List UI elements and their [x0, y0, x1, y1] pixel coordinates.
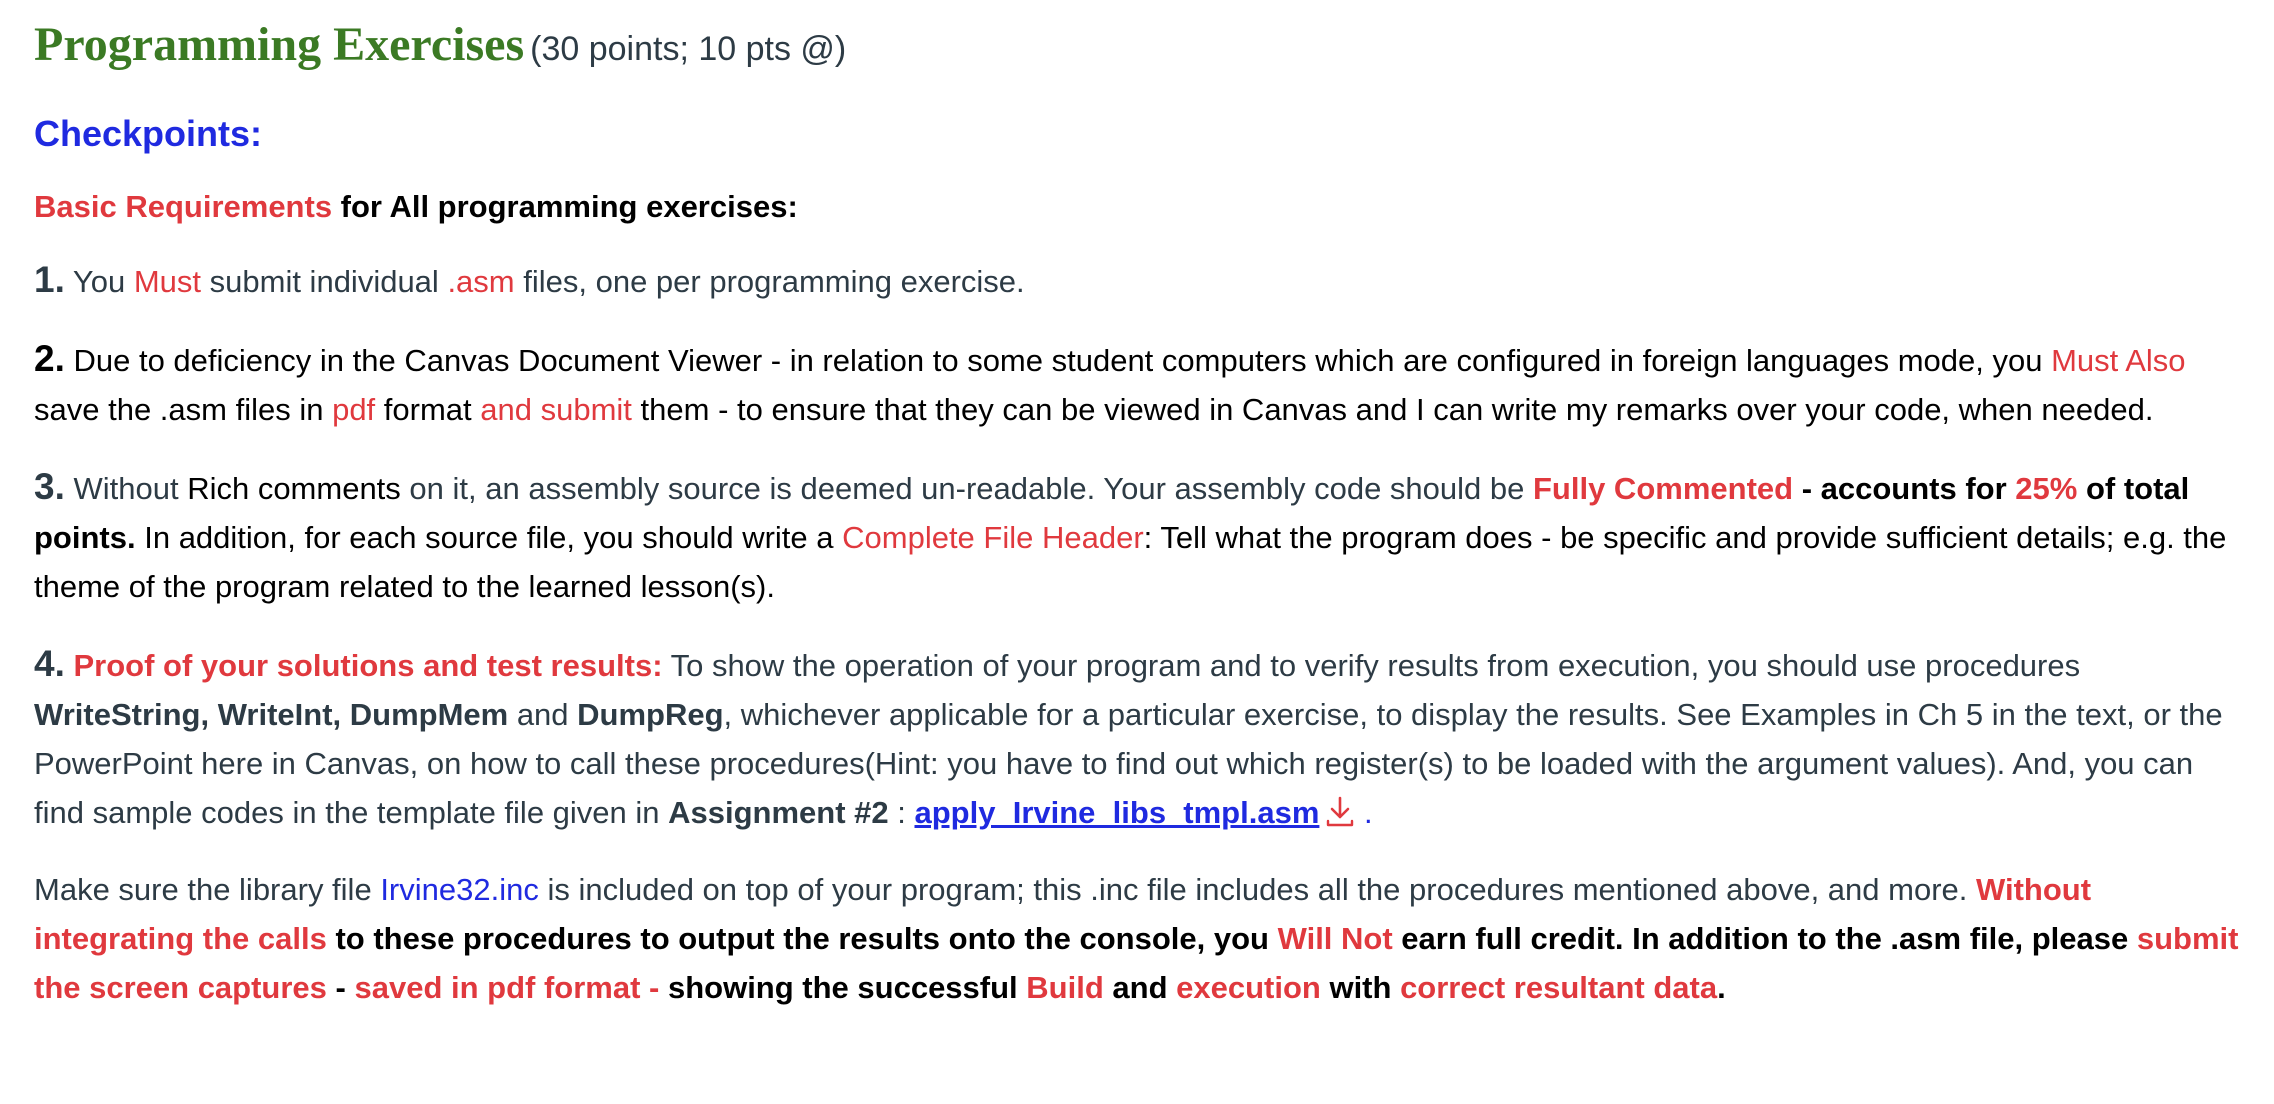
item-text: files, one per programming exercise. [514, 264, 1025, 299]
item-text-accent: pdf [332, 392, 376, 427]
paragraph-text-bold: - [326, 970, 355, 1005]
requirements-heading-accent: Basic Requirements [34, 189, 333, 224]
item-number: 4. [34, 643, 65, 684]
item-text: and [508, 697, 578, 732]
requirements-heading-rest: for All programming exercises: [332, 189, 798, 224]
item-text: , whichever applicable for a particular exercise, to display the results. See Examples in Ch 5 in the text, or the PowerPoint here in Canvas, on how to call these procedures(Hint: you have to find out which register(s) to be loaded with the argument values). And, you can find sample codes in the template file given in [34, 697, 2223, 830]
item-text-bold: - accounts for [1793, 471, 2016, 506]
item-text: save the .asm files in [34, 392, 333, 427]
paragraph-text-bold: . [1717, 970, 1726, 1005]
procedure-names: WriteString, WriteInt, DumpMem [34, 697, 509, 732]
item-text: In addition, for each source file, you should write a [135, 520, 843, 555]
assignment-reference: Assignment #2 [668, 795, 889, 830]
paragraph-text-accent: execution [1176, 970, 1321, 1005]
paragraph-text: Make sure the library file [34, 872, 381, 907]
item-text-accent: Fully Commented [1532, 471, 1794, 506]
paragraph-text-bold: to these procedures to output the results onto the console, you [326, 921, 1278, 956]
item-number: 2. [34, 338, 65, 379]
paragraph-text-accent: submit the screen captures [34, 921, 2239, 1005]
item-text: To show the operation of your program and to verify results from execution, you should use procedures [662, 648, 2081, 683]
item-text-accent: .asm [447, 264, 515, 299]
procedure-name: DumpReg [577, 697, 724, 732]
item-text-accent: Proof of your solutions and test results: [73, 648, 663, 683]
item-text: You [64, 264, 134, 299]
requirements-heading [34, 185, 2248, 229]
item-text-accent: Must Also [2051, 343, 2186, 378]
paragraph-text-bold: earn full credit. In addition to the .asm file, please [1392, 921, 2137, 956]
item-number: 3. [34, 466, 65, 507]
item-text: submit individual [201, 264, 448, 299]
download-icon[interactable] [1325, 794, 1355, 828]
page-title: Programming Exercises [34, 18, 525, 71]
item-text-bold: of total points. [34, 471, 2190, 555]
paragraph-text-accent: correct resultant data [1400, 970, 1718, 1005]
paragraph-text-accent: Build [1026, 970, 1104, 1005]
item-text: format [375, 392, 481, 427]
paragraph-text: is included on top of your program; this .inc file includes all the procedures mentioned above, and more. [538, 872, 1976, 907]
requirement-item-1 [34, 255, 2248, 306]
requirement-item-3 [34, 462, 2248, 611]
paragraph-text-bold: and [1103, 970, 1177, 1005]
paragraph-text-accent: Without integrating the calls [34, 872, 2092, 956]
requirement-item-4 [34, 639, 2248, 837]
paragraph-text-bold: showing the successful [659, 970, 1027, 1005]
item-text-accent: Complete File Header [842, 520, 1144, 555]
paragraph-text-accent: saved in pdf format - [354, 970, 660, 1005]
item-text: them - to ensure that they can be viewed in Canvas and I can write my remarks over your code, when needed. [631, 392, 2154, 427]
item-text: . [1355, 795, 1373, 830]
item-text: on it, an assembly source is deemed un-readable. Your assembly code should be [400, 471, 1533, 506]
item-number: 1. [34, 259, 65, 300]
page-title-line [34, 16, 2248, 85]
item-text: : [888, 795, 915, 830]
item-text: Due to deficiency in the Canvas Document Viewer - in relation to some student computers which are configured in foreign languages mode, you [64, 343, 2052, 378]
item-text-accent: Must [133, 264, 202, 299]
checkpoints-heading: Checkpoints: [34, 113, 263, 154]
requirement-item-2 [34, 334, 2248, 434]
item-text-accent: and submit [480, 392, 632, 427]
template-file-link[interactable]: apply_Irvine_libs_tmpl.asm [914, 795, 1320, 830]
library-file-name: Irvine32.inc [380, 872, 539, 907]
library-paragraph [34, 865, 2248, 1012]
paragraph-text-accent: Will Not [1277, 921, 1393, 956]
item-text: Without [64, 471, 188, 506]
item-text: : Tell what the program does - be specific and provide sufficient details; e.g. the theme of the program related to the learned lesson(s). [34, 520, 2227, 604]
paragraph-text-bold: with [1320, 970, 1401, 1005]
item-text-accent: 25% [2015, 471, 2078, 506]
page-subtitle: (30 points; 10 pts @) [530, 30, 847, 68]
item-text-emphasis: Rich comments [187, 471, 401, 506]
